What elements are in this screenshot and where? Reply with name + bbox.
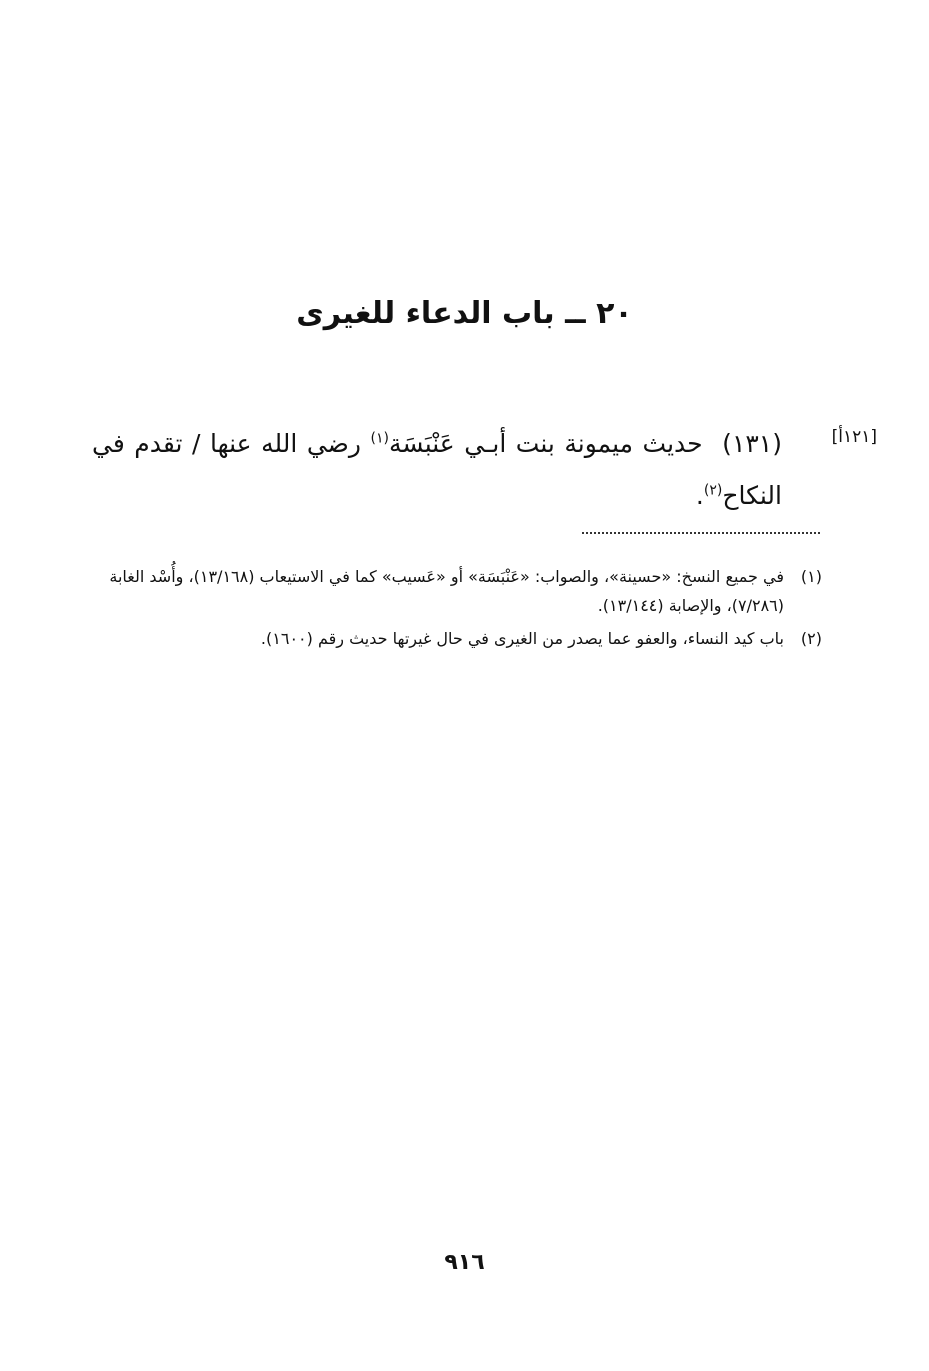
chapter-title: ٢٠ ــ باب الدعاء للغيرى xyxy=(296,296,633,331)
footnote-number: (٢) xyxy=(800,629,822,648)
hadith-paragraph xyxy=(92,418,782,522)
folio-marker: [١٢١أ] xyxy=(831,427,877,447)
hadith-text-part1: حديث ميمونة بنت أبـي عَنْبَسَة xyxy=(388,429,703,458)
footnotes xyxy=(92,562,822,657)
footnote-separator xyxy=(582,532,820,534)
hadith-text-part2: رضي الله عنها / تقدم في النكاح xyxy=(92,429,782,510)
footnote-number: (١) xyxy=(800,567,822,586)
hadith-number: (١٣١) xyxy=(722,429,782,458)
footnote-ref-2[interactable]: (٢) xyxy=(703,482,723,499)
footnote-ref-1[interactable]: (١) xyxy=(370,430,389,447)
hadith-text-end: . xyxy=(695,481,704,510)
page-number: ٩١٦ xyxy=(444,1250,485,1275)
footnote-2 xyxy=(92,624,822,653)
footnote-1 xyxy=(92,562,822,620)
footnote-text: باب كيد النساء، والعفو عما يصدر من الغيرى في حال غيرتها حديث رقم (١٦٠٠). xyxy=(260,629,784,648)
footnote-text: في جميع النسخ: «حسينة»، والصواب: «عَنْبَسَة» أو «عَسيب» كما في الاستيعاب (١٣/١٦٨)، وأُسْد الغابة (٧/٢٨٦)، والإصابة (١٣/١٤٤). xyxy=(109,567,784,615)
